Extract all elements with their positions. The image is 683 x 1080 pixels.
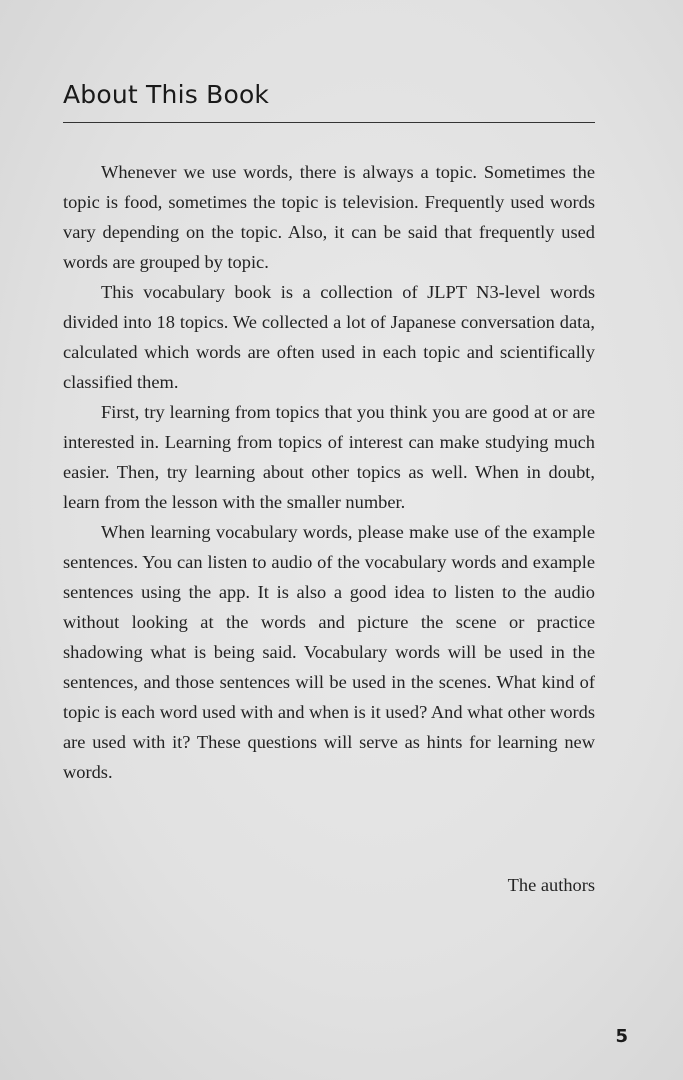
title-underline xyxy=(63,122,595,123)
paragraph-4: When learning vocabulary words, please make use of the example sentences. You can listen to audio of the vocabulary words and example sentences using the app. It is also a good idea to listen to the audio without looking at the words and picture the scene or practice shadowing what is being said. Vocabulary words will be used in the sentences, and those sentences will be used in the scenes. What kind of topic is each word used with and when is it used? And what other words are used with it? These questions will serve as hints for learning new words. xyxy=(63,522,595,782)
page-title: About This Book xyxy=(63,80,270,109)
page-number: 5 xyxy=(615,1026,628,1047)
author-signature: The authors xyxy=(507,875,595,895)
paragraph-3: First, try learning from topics that you think you are good at or are interested in. Learning from topics of interest can make studying much easier. Then, try learning about other topics as well. When in doubt, learn from the lesson with the smaller number. xyxy=(63,402,595,512)
body-text xyxy=(63,157,595,787)
paragraph-2: This vocabulary book is a collection of JLPT N3-level words divided into 18 topics. We collected a lot of Japanese conversation data, calculated which words are often used in each topic and scientifically classified them. xyxy=(63,282,595,392)
paragraph-1: Whenever we use words, there is always a topic. Sometimes the topic is food, sometimes the topic is television. Frequently used words vary depending on the topic. Also, it can be said that frequently used words are grouped by topic. xyxy=(63,162,595,272)
